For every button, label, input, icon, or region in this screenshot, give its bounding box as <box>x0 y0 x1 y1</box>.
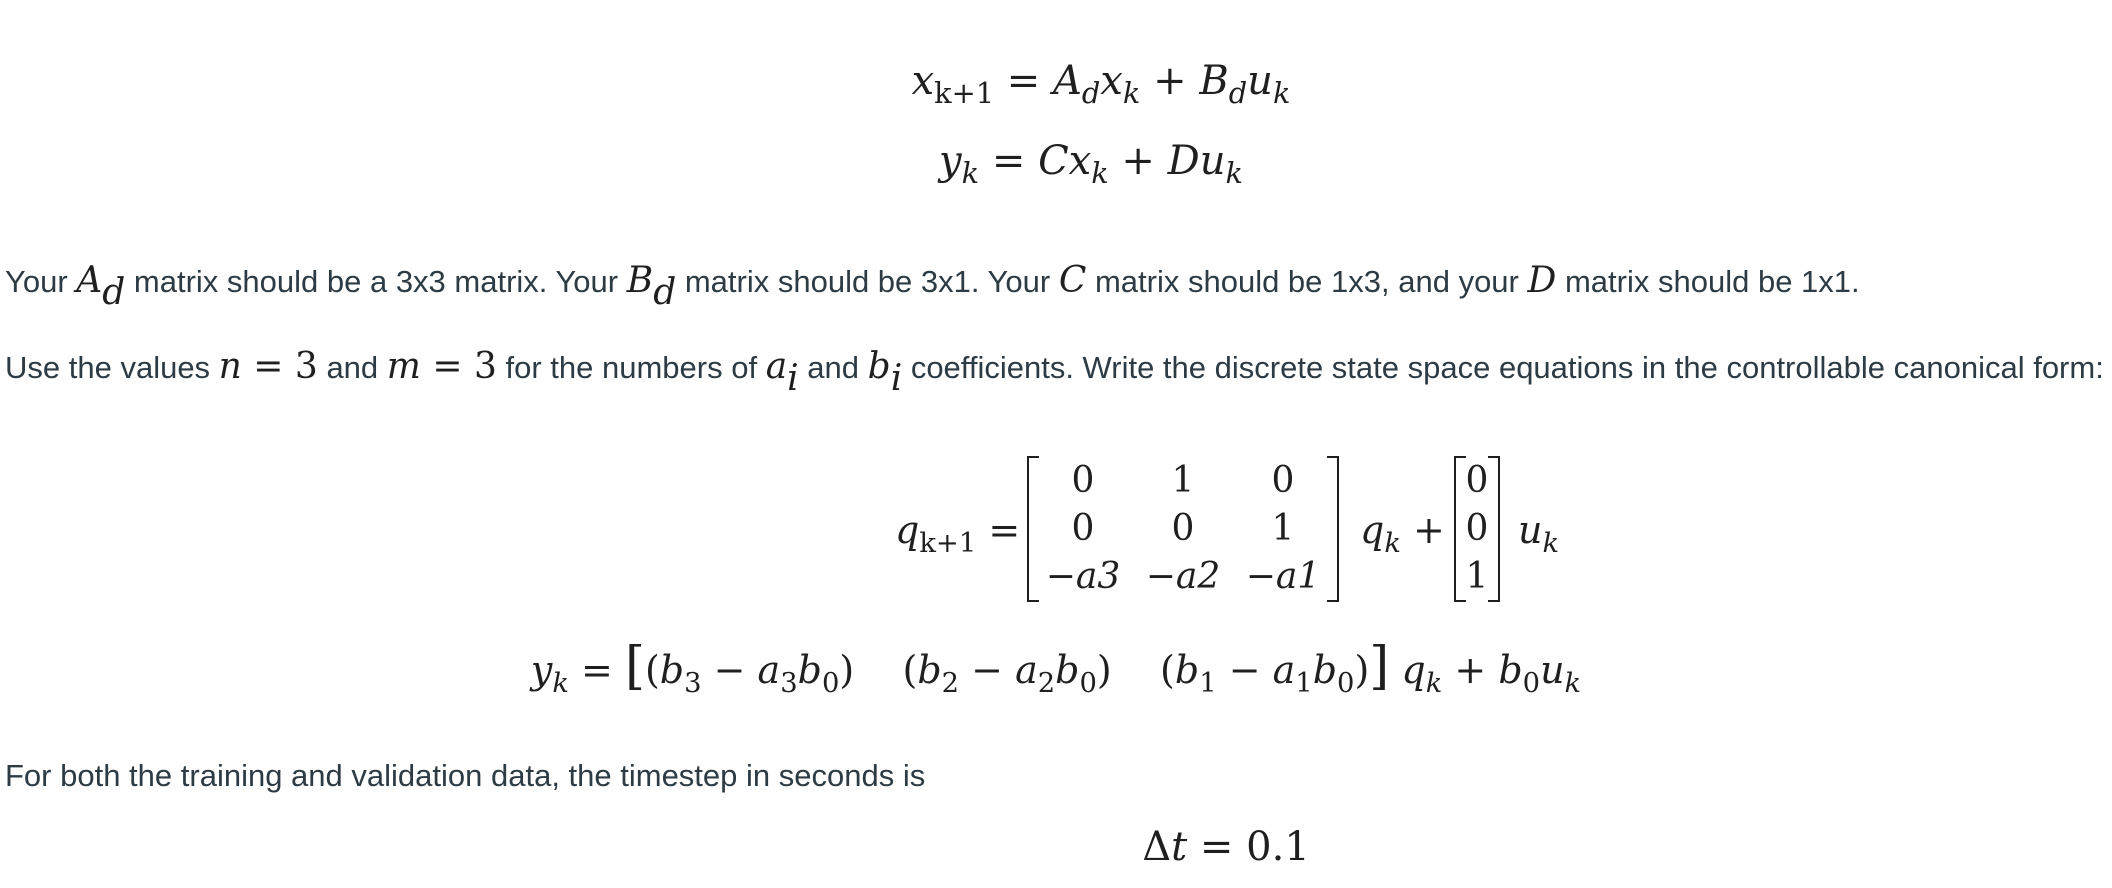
a-cell: 0 <box>1171 508 1195 549</box>
b-cell: 1 <box>1465 556 1489 597</box>
a-cell: −a2 <box>1145 556 1221 597</box>
a-cell: 0 <box>1071 508 1095 549</box>
output-equation: $y_k = Cx_k + Du_k$ <box>939 138 1243 191</box>
timestep-paragraph: For both the training and validation data, the timestep in seconds is <box>5 758 926 793</box>
b-cell: 0 <box>1465 508 1489 549</box>
state-lhs: $q_{k+1}$ = <box>895 508 1021 559</box>
a-cell: −a3 <box>1045 556 1121 597</box>
state-q-plus: $q_k$ + <box>1360 508 1445 559</box>
b-vector-right-bracket <box>1488 456 1500 602</box>
canonical-state-equation <box>0 452 2112 602</box>
b-vector <box>1454 452 1500 602</box>
a-cell: 1 <box>1271 508 1295 549</box>
matrix-size-paragraph: Your Ad matrix should be a 3x3 matrix. Your Bd matrix should be 3x1. Your C matrix should be 1x3, and your D matrix should be 1x1. <box>5 260 1860 313</box>
a-matrix <box>1027 452 1339 602</box>
a-cell: 1 <box>1171 460 1195 501</box>
a-matrix-right-bracket <box>1327 456 1339 602</box>
state-input: $u_k$ <box>1518 508 1560 559</box>
a-cell: 0 <box>1271 460 1295 501</box>
instructions-paragraph: Use the values n = 3 and m = 3 for the numbers of ai and bi coefficients. Write the discrete state space equations in the controllable canonical form: <box>5 346 2104 399</box>
canonical-output-equation: $y_k = [(b_3 - a_3b_0)$ $(b_2 - a_2b_0)$ $(b_1 - a_1b_0)$] $q_k + b_0u_k$ <box>530 636 1582 699</box>
a-cell: 0 <box>1071 460 1095 501</box>
a-cell: −a1 <box>1245 556 1321 597</box>
state-update-equation: $x_{k+1} = A_dx_k + B_du_k$ <box>911 58 1291 111</box>
timestep-equation: Δt = 0.1 <box>1142 824 1310 870</box>
b-cell: 0 <box>1465 460 1489 501</box>
